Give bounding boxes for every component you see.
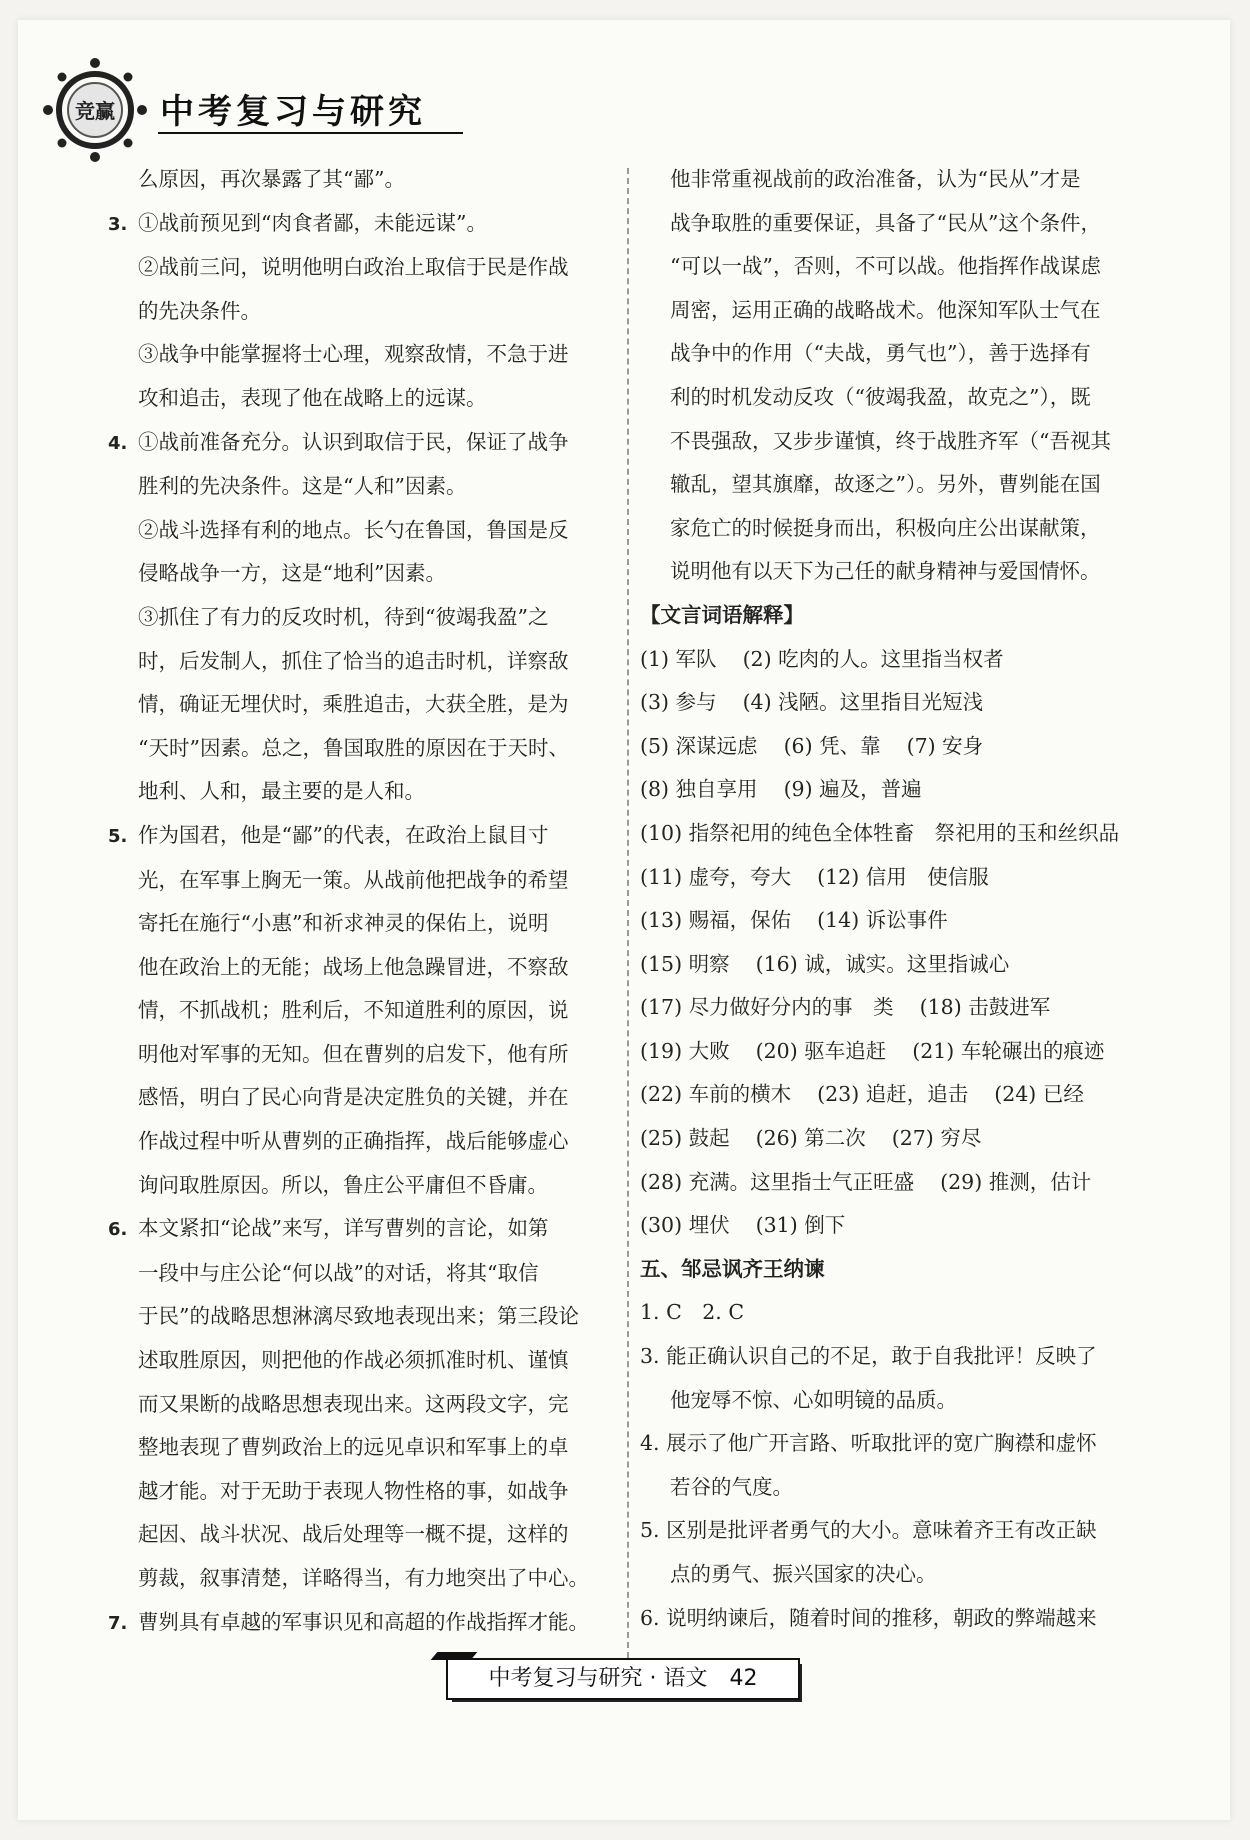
vocab-entry: (8) 独自享用 xyxy=(640,777,758,802)
text-line: “可以一战”，否则，不可以战。他指挥作战谋虑 xyxy=(670,254,1101,279)
page-footer xyxy=(446,1658,802,1700)
text-line: 寄托在施行“小惠”和祈求神灵的保佑上，说明 xyxy=(138,911,549,936)
vocab-entry: (10) 指祭祀用的纯色全体牲畜 祭祀用的玉和丝织品 xyxy=(640,820,1120,845)
text-line: 光，在军事上胸无一策。从战前他把战争的希望 xyxy=(138,867,569,892)
text-line: 侵略战争一方，这是“地利”因素。 xyxy=(138,561,446,586)
text-line: 剪裁，叙事清楚，详略得当，有力地突出了中心。 xyxy=(138,1566,589,1590)
text-line: 地利、人和，最主要的是人和。 xyxy=(138,779,425,804)
vocab-row xyxy=(640,943,1150,987)
vocab-entry: (24) 已经 xyxy=(994,1082,1084,1107)
text-line: ①战前准备充分。认识到取信于民，保证了战争 xyxy=(138,429,569,454)
vocab-entry: (7) 安身 xyxy=(906,733,984,758)
vocab-entry: (13) 赐福，保佑 xyxy=(640,908,792,933)
vocab-entry: (14) 诉讼事件 xyxy=(817,908,948,933)
vocab-row xyxy=(640,856,1150,900)
vocab-row xyxy=(640,1161,1150,1205)
vocab-entry: (12) 信用 使信服 xyxy=(817,864,989,889)
answer-item-6 xyxy=(108,1207,623,1252)
text-line: ③抓住了有力的反攻时机，待到“彼竭我盈”之 xyxy=(138,604,549,629)
right-column xyxy=(640,158,1150,1640)
text-line: 曹刿具有卓越的军事识见和高超的作战指挥才能。 xyxy=(138,1609,589,1634)
vocab-row xyxy=(640,1117,1150,1161)
text-line: 于民”的战略思想淋漓尽致地表现出来；第三段论 xyxy=(138,1304,579,1329)
vocab-entry: (20) 驱车追赶 xyxy=(755,1038,887,1063)
text-line: 作为国君，他是“鄙”的代表，在政治上鼠目寸 xyxy=(138,822,549,847)
vocab-entry: (11) 虚夸，夸大 xyxy=(640,864,792,889)
vocab-entry: (3) 参与 xyxy=(640,690,717,715)
column-divider xyxy=(627,168,629,1658)
text-line: 述取胜原因，则把他的作战必须抓准时机、谨慎 xyxy=(138,1348,569,1373)
text-line: 1. C 2. C xyxy=(640,1300,745,1325)
vocab-entry: (27) 穷尽 xyxy=(891,1126,982,1151)
vocab-row xyxy=(640,986,1150,1030)
text-line: “天时”因素。总之，鲁国取胜的原因在于天时、 xyxy=(138,735,569,760)
vocab-entry: (28) 充满。这里指士气正旺盛 xyxy=(640,1169,915,1194)
text-line: 而又果断的战略思想表现出来。这两段文字，完 xyxy=(138,1391,569,1416)
answer-item-4 xyxy=(108,421,623,466)
page-header-title: 中考复习与研究 xyxy=(160,92,426,132)
text-line: 感悟，明白了民心向背是决定胜负的关键，并在 xyxy=(138,1085,569,1110)
vocab-entry: (17) 尽力做好分内的事 类 xyxy=(640,995,894,1020)
vocab-row xyxy=(640,812,1150,856)
item-number: 4. xyxy=(108,432,128,454)
text-line: 辙乱，望其旗靡，故逐之”）。另外，曹刿能在国 xyxy=(670,472,1101,497)
vocab-entry: (2) 吃肉的人。这里指当权者 xyxy=(742,646,1004,671)
text-line: ②战斗选择有利的地点。长勺在鲁国，鲁国是反 xyxy=(138,517,569,542)
vocab-row xyxy=(640,899,1150,943)
vocab-list xyxy=(640,638,1150,1248)
vocab-entry: (26) 第二次 xyxy=(755,1126,866,1151)
vocab-entry: (5) 深谋远虑 xyxy=(640,733,758,758)
text-line: 么原因，再次暴露了其“鄙”。 xyxy=(138,167,405,191)
vocab-row xyxy=(640,1030,1150,1074)
vocab-row xyxy=(640,638,1150,682)
text-line: ③战争中能掌握将士心理，观察敌情，不急于进 xyxy=(138,342,569,367)
vocab-row xyxy=(640,725,1150,769)
text-line: 家危亡的时候挺身而出，积极向庄公出谋献策， xyxy=(670,515,1101,540)
header-rule xyxy=(158,132,463,134)
item-number: 5. xyxy=(108,825,128,847)
vocab-entry: (31) 倒下 xyxy=(755,1213,846,1238)
text-line: 起因、战斗状况、战后处理等一概不提，这样的 xyxy=(138,1522,569,1547)
text-line: 作战过程中听从曹刿的正确指挥，战后能够虚心 xyxy=(138,1129,569,1154)
text-line: 本文紧扣“论战”来写，详写曹刿的言论，如第 xyxy=(138,1216,549,1241)
item-number: 7. xyxy=(108,1612,128,1634)
text-line: ②战前三问，说明他明白政治上取信于民是作战 xyxy=(138,255,569,280)
text-line: ①战前预见到“肉食者鄙，未能远谋”。 xyxy=(138,210,487,235)
text-line: 情，确证无埋伏时，乘胜追击，大获全胜，是为 xyxy=(138,692,569,717)
vocab-entry: (16) 诚，诚实。这里指诚心 xyxy=(755,951,1010,976)
text-line: 利的时机发动反攻（“彼竭我盈，故克之”），既 xyxy=(670,384,1091,409)
vocab-entry: (23) 追赶，追击 xyxy=(817,1082,969,1107)
text-line: 胜利的先决条件。这是“人和”因素。 xyxy=(138,474,467,499)
item-number: 3. xyxy=(108,213,128,235)
text-line: 3. 能正确认识自己的不足，敢于自我批评！反映了 xyxy=(640,1344,1097,1369)
text-line: 不畏强敌，又步步谨慎，终于战胜齐军（“吾视其 xyxy=(670,428,1111,453)
text-line: 战争取胜的重要保证，具备了“民从”这个条件， xyxy=(670,210,1101,235)
vocab-entry: (1) 军队 xyxy=(640,646,717,671)
item-number: 6. xyxy=(108,1219,128,1241)
vocab-entry: (6) 凭、靠 xyxy=(783,733,881,758)
vocab-section-title: 【文言词语解释】 xyxy=(640,602,804,627)
text-line: 整地表现了曹刿政治上的远见卓识和军事上的卓 xyxy=(138,1435,569,1460)
vocab-entry: (9) 遍及，普遍 xyxy=(783,777,922,802)
text-line: 时，后发制人，抓住了恰当的追击时机，详察敌 xyxy=(138,648,569,673)
text-line: 情，不抓战机；胜利后，不知道胜利的原因，说 xyxy=(138,998,569,1023)
vocab-row xyxy=(640,1204,1150,1248)
text-line: 若谷的气度。 xyxy=(670,1474,793,1499)
text-line: 攻和追击，表现了他在战略上的远谋。 xyxy=(138,385,487,410)
text-line: 他宠辱不惊、心如明镜的品质。 xyxy=(670,1387,957,1412)
answer-item-5 xyxy=(108,814,623,859)
text-line: 4. 展示了他广开言路、听取批评的宽广胸襟和虚怀 xyxy=(640,1431,1097,1456)
text-line: 的先决条件。 xyxy=(138,298,261,323)
text-line: 询问取胜原因。所以，鲁庄公平庸但不昏庸。 xyxy=(138,1172,548,1197)
vocab-row xyxy=(640,681,1150,725)
text-line: 战争中的作用（“夫战，勇气也”），善于选择有 xyxy=(670,341,1091,366)
publisher-logo xyxy=(40,55,150,165)
vocab-entry: (30) 埋伏 xyxy=(640,1213,730,1238)
text-line: 一段中与庄公论“何以战”的对话，将其“取信 xyxy=(138,1260,539,1285)
answer-item-3 xyxy=(108,202,623,247)
vocab-entry: (4) 浅陋。这里指目光短浅 xyxy=(742,690,984,715)
vocab-entry: (18) 击鼓进军 xyxy=(919,995,1051,1020)
vocab-entry: (22) 车前的横木 xyxy=(640,1082,792,1107)
vocab-row xyxy=(640,1073,1150,1117)
text-line: 点的勇气、振兴国家的决心。 xyxy=(670,1562,937,1586)
text-line: 说明他有以天下为己任的献身精神与爱国情怀。 xyxy=(670,559,1101,584)
text-line: 5. 区别是批评者勇气的大小。意味着齐王有改正缺 xyxy=(640,1518,1097,1543)
text-line: 明他对军事的无知。但在曹刿的启发下，他有所 xyxy=(138,1041,569,1066)
vocab-entry: (19) 大败 xyxy=(640,1038,730,1063)
section-five-title: 五、邹忌讽齐王纳谏 xyxy=(640,1256,825,1281)
text-line: 周密，运用正确的战略战术。他深知军队士气在 xyxy=(670,297,1101,322)
vocab-entry: (29) 推测，估计 xyxy=(940,1169,1092,1194)
footer-label: 中考复习与研究 · 语文 42 xyxy=(446,1658,800,1700)
text-line: 6. 说明纳谏后，随着时间的推移，朝政的弊端越来 xyxy=(640,1605,1097,1630)
vocab-entry: (25) 鼓起 xyxy=(640,1126,730,1151)
text-line: 他在政治上的无能；战场上他急躁冒进，不察敌 xyxy=(138,954,569,979)
text-line: 他非常重视战前的政治准备，认为“民从”才是 xyxy=(670,167,1081,191)
answer-item-7 xyxy=(108,1601,623,1646)
svg-text:竞赢: 竞赢 xyxy=(75,99,115,123)
text-line: 越才能。对于无助于表现人物性格的事，如战争 xyxy=(138,1478,569,1503)
vocab-entry: (15) 明察 xyxy=(640,951,730,976)
vocab-row xyxy=(640,768,1150,812)
vocab-entry: (21) 车轮碾出的痕迹 xyxy=(912,1038,1105,1063)
left-column xyxy=(108,158,623,1645)
